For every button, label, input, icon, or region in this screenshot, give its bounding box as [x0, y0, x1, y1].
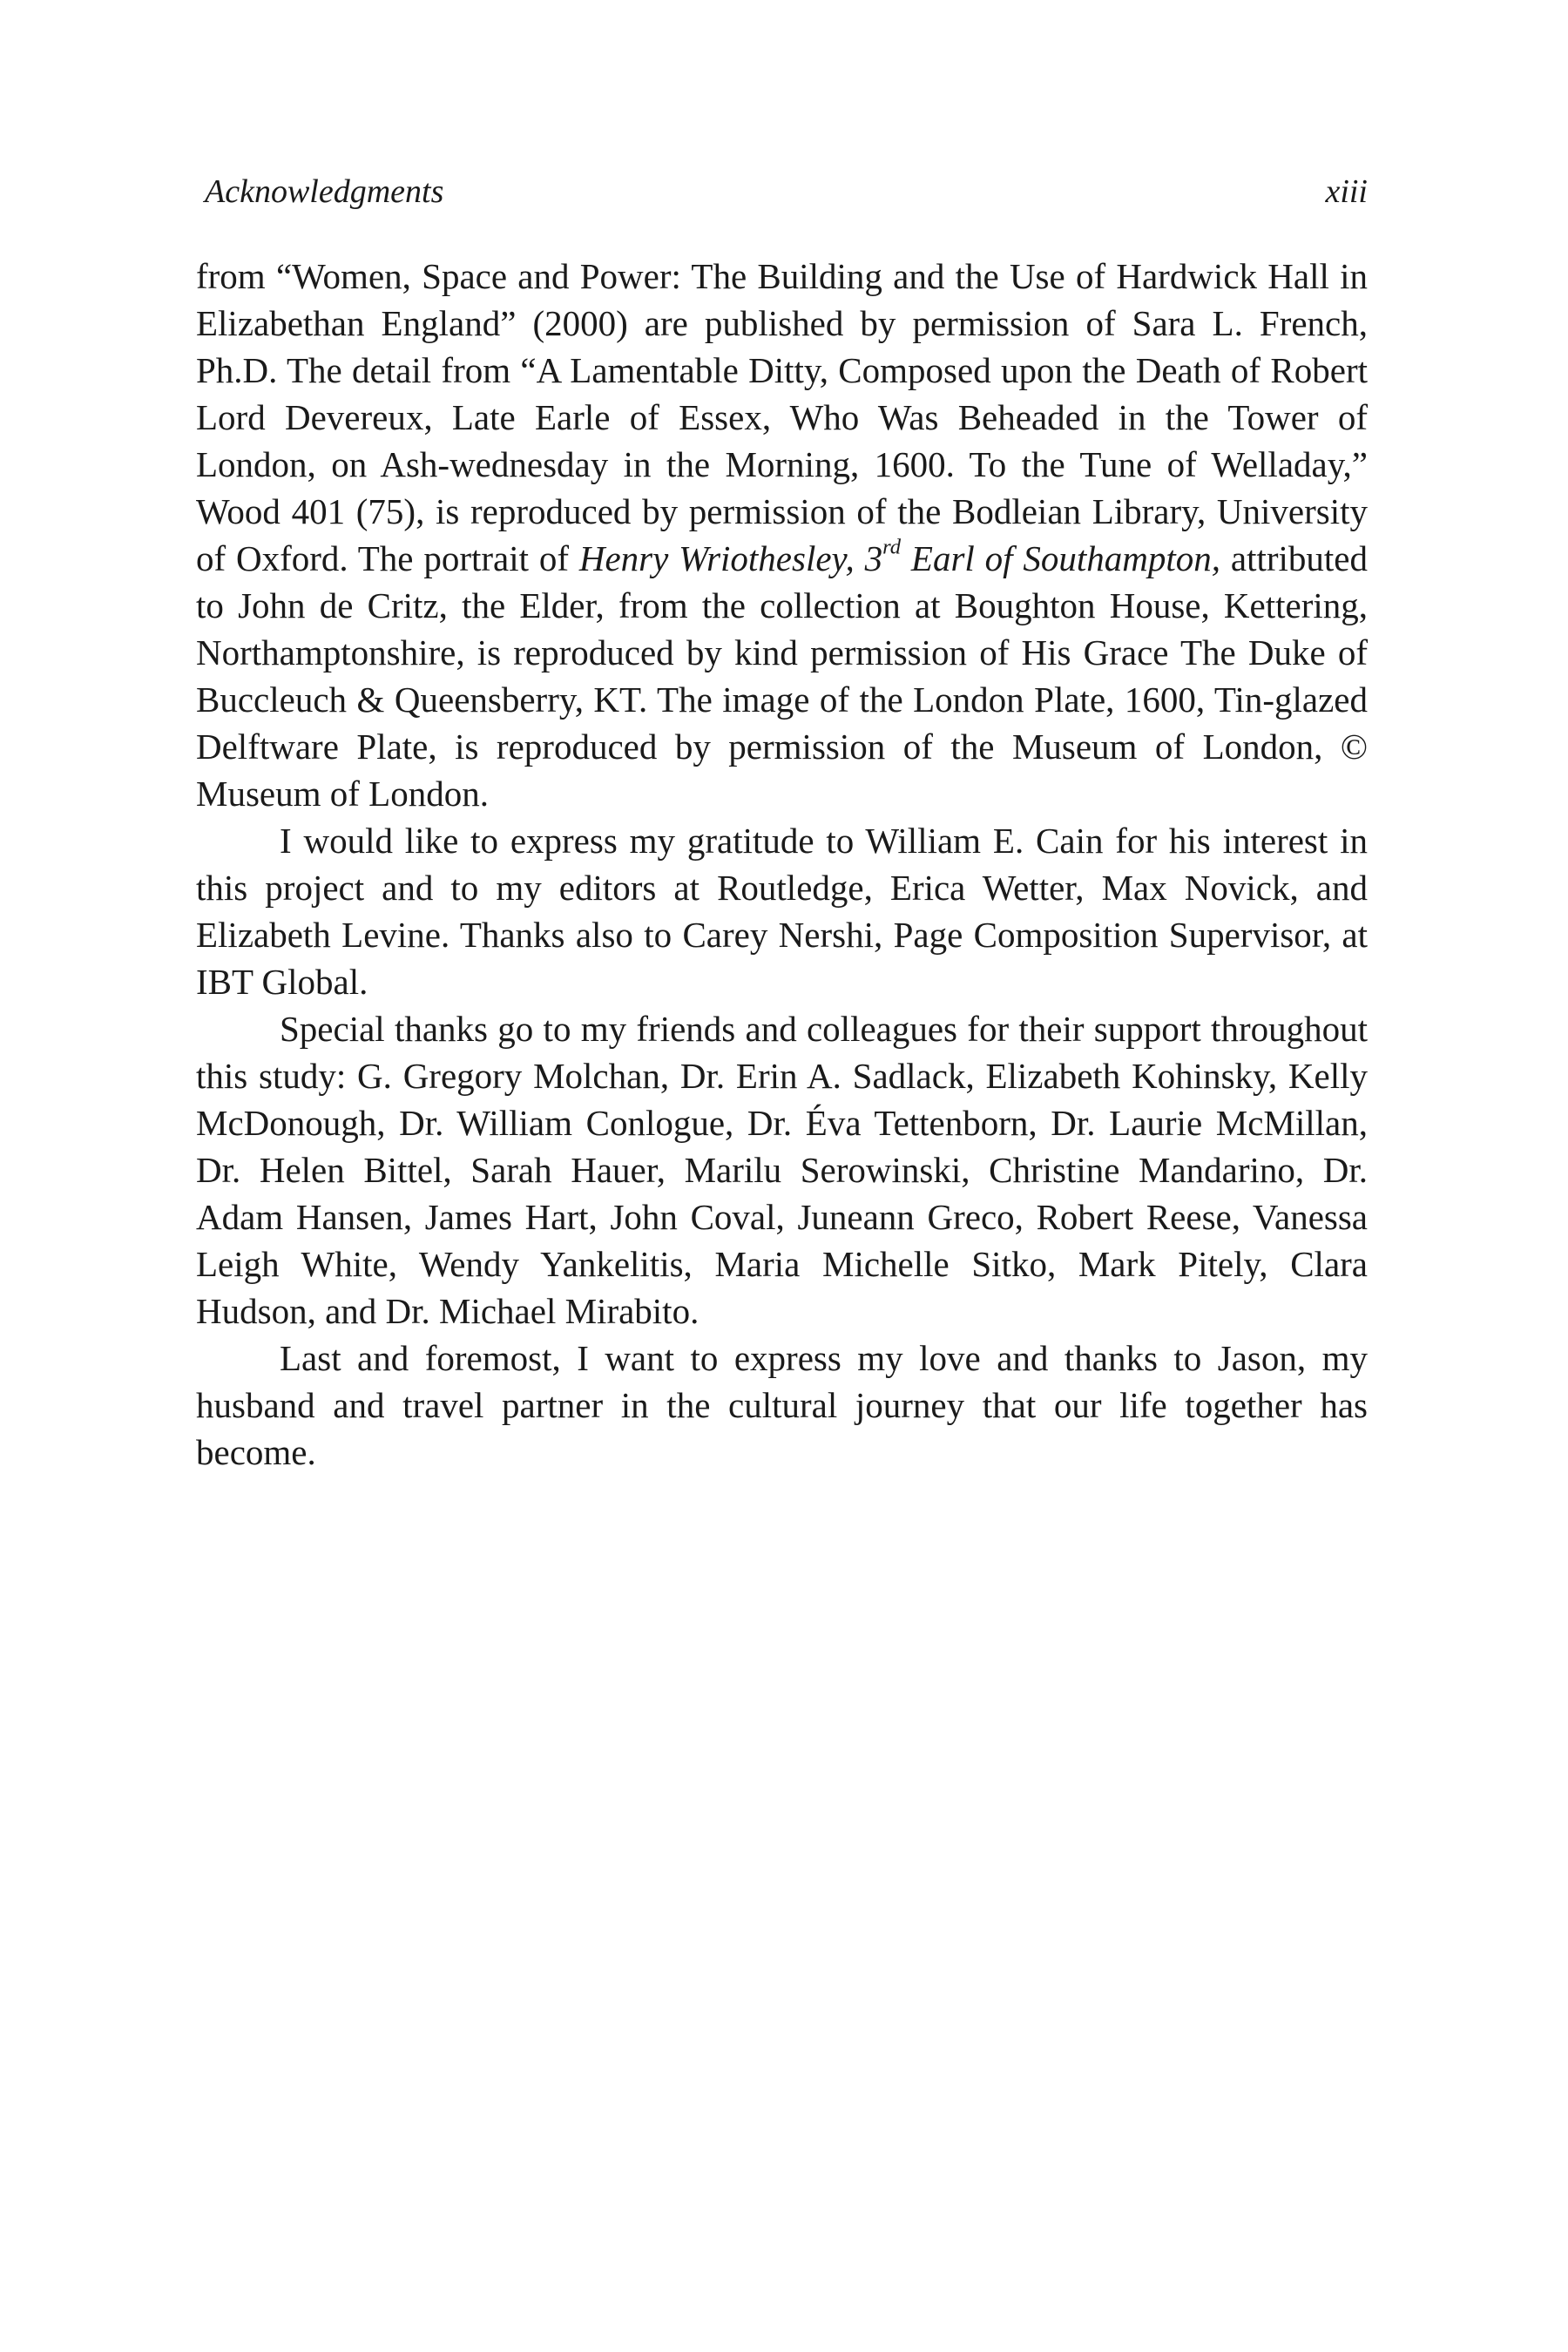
running-title: Acknowledgments [205, 173, 444, 210]
artwork-title-part: Henry Wriothesley, 3 [578, 538, 883, 578]
artwork-title [578, 535, 1221, 578]
ordinal-superscript: rd [882, 535, 902, 559]
running-header [196, 171, 1368, 223]
paragraph-continued [196, 253, 1368, 817]
paragraph-gratitude: I would like to express my gratitude to William E. Cain for his interest in this project and to my editors at Routledge, Erica Wetter, Max Novick, and Elizabeth Levine. Thanks also to Carey Nershi, Page Composition Supervisor, at IBT Global. [196, 821, 1368, 1002]
paragraph-last-foremost: Last and foremost, I want to express my love and thanks to Jason, my husband and travel partner in the cultural journey that our life together has become. [196, 1338, 1368, 1472]
paragraph-text: from “Women, Space and Power: The Building and the Use of Hardwick Hall in Elizabethan England” (2000) are published by permission of Sara L. French, Ph.D. The detail from “A Lamentable Ditty, Composed upon the Death of Robert Lord Devereux, Late Earle of Essex, Who Was Beheaded in the Tower of London, on Ash-wednesday in the Morning, 1600. To the Tune of Welladay,” Wood 401 (75), is reproduced by permission of the Bodleian Library, University of Oxford. The portrait of [196, 256, 1368, 578]
page-number: xiii [1325, 173, 1368, 210]
body-text [196, 253, 1368, 1476]
artwork-title-part: Earl of Southampton, [901, 538, 1221, 578]
paragraph-special-thanks: Special thanks go to my friends and colleagues for their support throughout this study: G. Gregory Molchan, Dr. Erin A. Sadlack, Elizabeth Kohinsky, Kelly McDonough, Dr. William Conlogue, Dr. Éva Tettenborn, Dr. Laurie McMillan, Dr. Helen Bittel, Sarah Hauer, Marilu Serowinski, Christine Mandarino, Dr. Adam Hansen, James Hart, John Coval, Juneann Greco, Robert Reese, Vanessa Leigh White, Wendy Yankelitis, Maria Michelle Sitko, Mark Pitely, Clara Hudson, and Dr. Michael Mirabito. [196, 1009, 1368, 1331]
paragraph-text: attributed to John de Critz, the Elder, from the collection at Boughton House, Kettering, Northamptonshire, is reproduced by kind permission of His Grace The Duke of Buccleuch & Queensberry, KT. The image of the London Plate, 1600, Tin-glazed Delftware Plate, is reproduced by permission of the Museum of London, © Museum of London. [196, 538, 1368, 814]
